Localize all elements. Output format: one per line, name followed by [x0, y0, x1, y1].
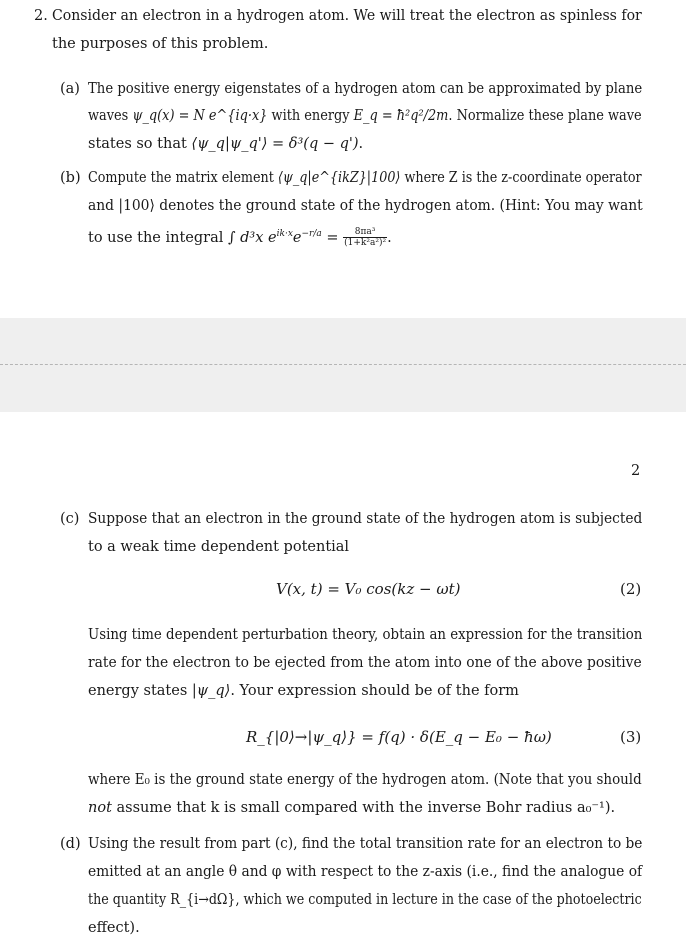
- part-c-line-2: to a weak time dependent potential: [88, 539, 350, 555]
- part-c-line-5: energy states |ψ_q⟩. Your expression should be of the form: [88, 683, 519, 699]
- integral-math: ∫ d³x $e^{ik\cdot x}e^{-r/a}$ =: [227, 229, 344, 246]
- integral-fraction: $\frac{\text{8πa³}}{\text{(1+k²a²)²}}$: [344, 227, 387, 249]
- part-a-label: (a): [60, 81, 80, 97]
- part-a-line-1: The positive energy eigenstates of a hydrogen atom can be approximated by plane: [88, 81, 643, 97]
- part-c-line-3: Using time dependent perturbation theory, obtain an expression for the transition: [88, 627, 643, 643]
- part-d-label: (d): [60, 836, 81, 852]
- page-break-dashed-line: [0, 364, 686, 365]
- part-d-line-3: the quantity R_{i→dΩ}, which we computed in lecture in the case of the photoelectric: [88, 892, 642, 908]
- part-c-line-4: rate for the electron to be ejected from the atom into one of the above positive: [88, 655, 642, 671]
- part-b-line-1: Compute the matrix element ⟨ψ_q|e^{ikZ}|100⟩ where Z is the z-coordinate operator: [88, 170, 642, 186]
- part-b-label: (b): [60, 170, 81, 186]
- part-d-line-1: Using the result from part (c), find the total transition rate for an electron to be: [88, 836, 643, 852]
- part-a-line-3: states so that ⟨ψ_q|ψ_q'⟩ = δ³(q − q').: [88, 136, 364, 152]
- energy-math: E_q = ħ²q²/2m: [353, 108, 449, 124]
- problem-number: 2.: [34, 8, 48, 24]
- part-c-line-7: not assume that k is small compared with the inverse Bohr radius a₀⁻¹).: [88, 800, 616, 816]
- part-c-line-1: Suppose that an electron in the ground state of the hydrogen atom is subjected: [88, 511, 643, 527]
- part-c-label: (c): [60, 511, 80, 527]
- part-b-line-3: to use the integral ∫ d³x $e^{ik\cdot x}e^{-r/a}$ = $\frac{\text{8πa³}}{\text{(1+k²a²)²}}$ .: [88, 227, 392, 249]
- equation-3: R_{|0⟩→|ψ_q⟩} = f(q) · δ(E_q − E₀ − ħω): [246, 728, 552, 746]
- page-gap: [0, 318, 686, 412]
- part-d-line-2: emitted at an angle θ and φ with respect to the z-axis (i.e., find the analogue of: [88, 864, 643, 880]
- matrix-element-math: ⟨ψ_q|e^{ikZ}|100⟩: [277, 170, 401, 186]
- part-d-line-4: effect).: [88, 920, 140, 936]
- part-b-line-2: and |100⟩ denotes the ground state of the hydrogen atom. (Hint: You may want: [88, 198, 643, 214]
- page-number: 2: [631, 463, 641, 479]
- equation-2: V(x, t) = V₀ cos(kz − ωt): [276, 580, 461, 598]
- equation-3-number: (3): [620, 728, 642, 746]
- psi-q-math: ψ_q(x) = N e^{iq·x}: [132, 108, 268, 124]
- part-a-line-2: waves ψ_q(x) = N e^{iq·x} with energy E_q = ħ²q²/2m. Normalize these plane wave: [88, 108, 642, 124]
- intro-line-1: Consider an electron in a hydrogen atom. We will treat the electron as spinless for: [52, 8, 642, 24]
- part-c-line-6: where E₀ is the ground state energy of the hydrogen atom. (Note that you should: [88, 772, 642, 788]
- intro-line-2: the purposes of this problem.: [52, 36, 269, 52]
- equation-2-number: (2): [620, 580, 642, 598]
- normalization-math: ⟨ψ_q|ψ_q'⟩ = δ³(q − q'): [191, 136, 359, 152]
